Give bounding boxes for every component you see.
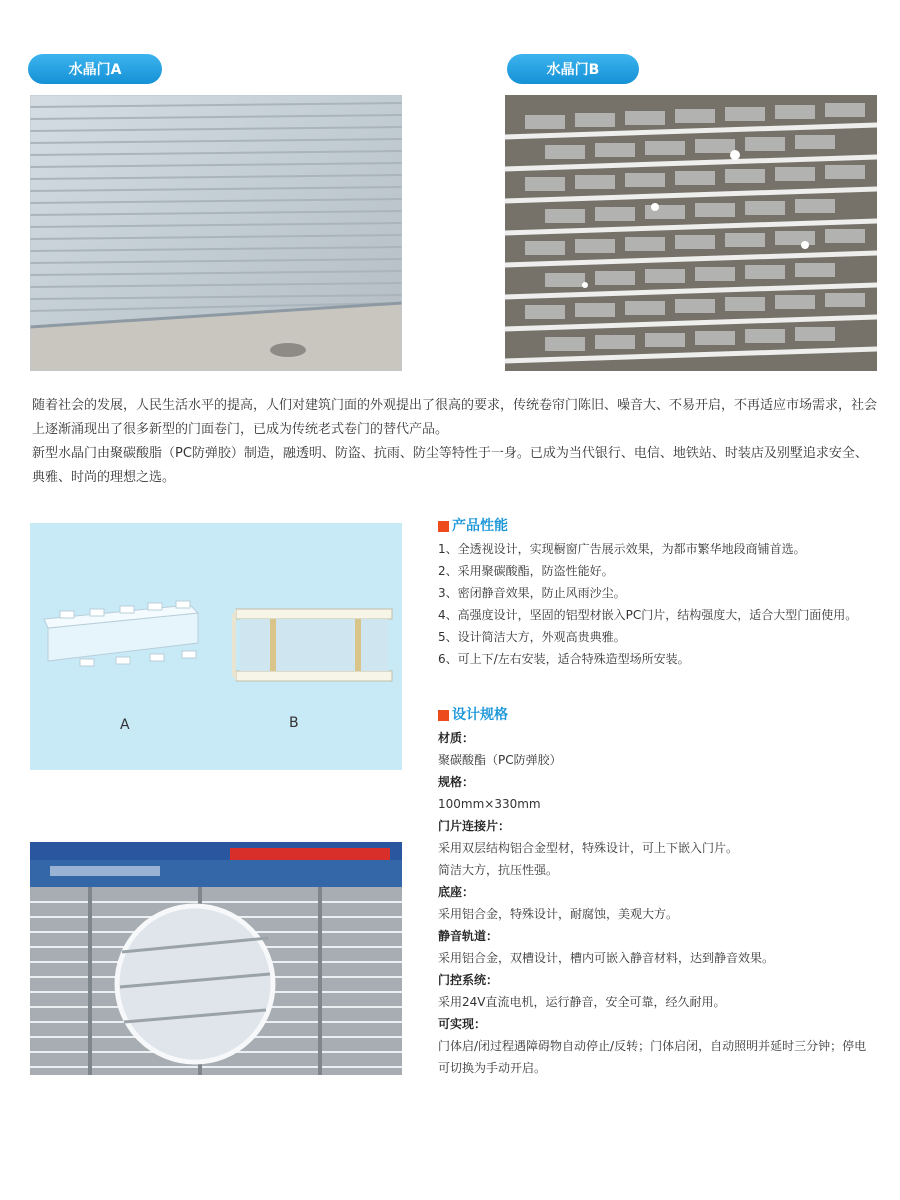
function-value: 门体启/闭过程遇障碍物自动停止/反转；门体启闭，自动照明并延时三分钟；停电可切换为手动开启。 (438, 1039, 867, 1075)
track-label: 静音轨道： (438, 929, 499, 943)
features-heading (438, 514, 878, 538)
control-label: 门控系统： (438, 973, 499, 987)
specs-section (438, 703, 878, 1079)
feature-item: 3、密闭静音效果，防止风雨沙尘。 (438, 586, 626, 600)
intro-text (32, 394, 878, 490)
catalog-panel (30, 523, 402, 770)
features-heading-text: 产品性能 (452, 518, 508, 534)
connector-label: 门片连接片： (438, 819, 511, 833)
material-label: 材质： (438, 731, 475, 745)
orange-square-icon (438, 710, 449, 721)
features-section (438, 514, 878, 670)
specs-heading (438, 703, 878, 727)
size-label: 规格： (438, 775, 475, 789)
specs-heading-text: 设计规格 (452, 707, 508, 723)
feature-item: 1、全透视设计，实现橱窗广告展示效果，为都市繁华地段商铺首选。 (438, 542, 806, 556)
feature-item: 6、可上下/左右安装，适合特殊造型场所安装。 (438, 652, 690, 666)
track-value: 采用铝合金，双槽设计，槽内可嵌入静音材料，达到静音效果。 (438, 951, 775, 965)
feature-item: 5、设计简洁大方，外观高贵典雅。 (438, 630, 626, 644)
base-value: 采用铝合金，特殊设计，耐腐蚀，美观大方。 (438, 907, 679, 921)
part-b-label: B (289, 715, 299, 731)
photo-crystal-door-b (505, 95, 877, 371)
connector-value-2: 简洁大方，抗压性强。 (438, 863, 559, 877)
door-panel-parts-illustration (30, 523, 402, 770)
feature-item: 4、高强度设计，坚固的铝型材嵌入PC门片，结构强度大，适合大型门面使用。 (438, 608, 858, 622)
intro-paragraph-1: 随着社会的发展，人民生活水平的提高，人们对建筑门面的外观提出了很高的要求，传统卷帘门陈旧、噪音大、不易开启，不再适应市场需求，社会上逐渐涌现出了很多新型的门面卷门，已成为传统老式卷门的替代产品。 (32, 398, 878, 437)
intro-paragraph-2: 新型水晶门由聚碳酸脂（PC防弹胶）制造，融透明、防盗、抗雨、防尘等特性于一身。已成为当代银行、电信、地铁站、时装店及别墅追求安全、典雅、时尚的理想之选。 (32, 446, 868, 485)
material-value: 聚碳酸酯（PC防弹胶） (438, 753, 562, 767)
badge-crystal-door-a: 水晶门A (28, 54, 162, 84)
feature-item: 2、采用聚碳酸酯，防盗性能好。 (438, 564, 614, 578)
photo-storefront-magnified (30, 842, 402, 1075)
part-a-label: A (120, 717, 130, 733)
photo-crystal-door-a (30, 95, 402, 371)
base-label: 底座： (438, 885, 475, 899)
connector-value-1: 采用双层结构铝合金型材，特殊设计，可上下嵌入门片。 (438, 841, 739, 855)
control-value: 采用24V直流电机，运行静音，安全可靠，经久耐用。 (438, 995, 726, 1009)
badge-crystal-door-b: 水晶门B (507, 54, 639, 84)
function-label: 可实现： (438, 1017, 487, 1031)
size-value: 100mm×330mm (438, 797, 541, 811)
orange-square-icon (438, 521, 449, 532)
